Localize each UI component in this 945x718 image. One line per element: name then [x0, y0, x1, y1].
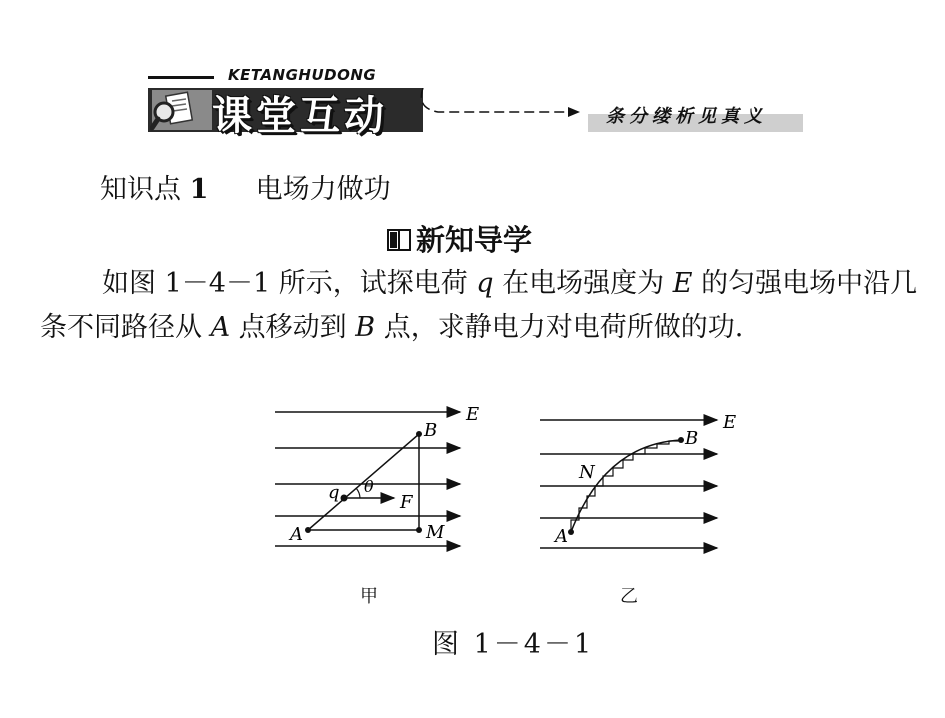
- figure-left-caption: 甲: [360, 586, 378, 607]
- para-text-2: 在电场强度为: [493, 268, 673, 299]
- magnifier-icon: [150, 88, 208, 132]
- figure-left-diagram: [270, 404, 490, 554]
- label-E: E: [723, 412, 737, 433]
- figure-right-caption: 乙: [620, 586, 638, 607]
- subheading: [386, 218, 532, 259]
- figure-right-diagram: [535, 404, 755, 554]
- label-q: q: [328, 482, 340, 503]
- para-text-3: 的匀强电场中沿几条不同路径从: [40, 268, 918, 343]
- para-text-1: 如图 1－4－1 所示，试探电荷: [102, 268, 477, 299]
- label-M: M: [426, 522, 445, 543]
- para-var-E: E: [672, 268, 693, 299]
- label-A: A: [555, 526, 568, 547]
- label-E: E: [466, 404, 480, 425]
- label-A: A: [290, 524, 303, 545]
- header-title: 课堂互动: [212, 93, 388, 139]
- section-topic: 电场力做功: [255, 174, 391, 205]
- header-subtitle: 条分缕析见真义: [606, 106, 767, 127]
- problem-paragraph: [40, 262, 920, 350]
- para-text-4: 点移动到: [230, 312, 356, 343]
- section-prefix: 知识点: [100, 174, 181, 205]
- para-var-A: A: [210, 312, 231, 343]
- section-number: 1: [189, 174, 209, 205]
- book-icon: [386, 227, 412, 253]
- header-pinyin: KETANGHUDONG: [228, 66, 377, 84]
- figure-caption: 图 1－4－1: [432, 629, 595, 660]
- header-rule: [148, 76, 214, 79]
- label-B: B: [424, 420, 438, 441]
- para-var-q: q: [476, 268, 494, 299]
- label-N: N: [579, 462, 595, 483]
- para-text-5: 点，求静电力对电荷所做的功.: [375, 312, 744, 343]
- section-label: [100, 168, 391, 212]
- para-var-B: B: [355, 312, 376, 343]
- label-theta: θ: [364, 477, 374, 496]
- label-F: F: [400, 492, 413, 513]
- label-B: B: [685, 428, 699, 449]
- subheading-text: 新知导学: [416, 223, 533, 257]
